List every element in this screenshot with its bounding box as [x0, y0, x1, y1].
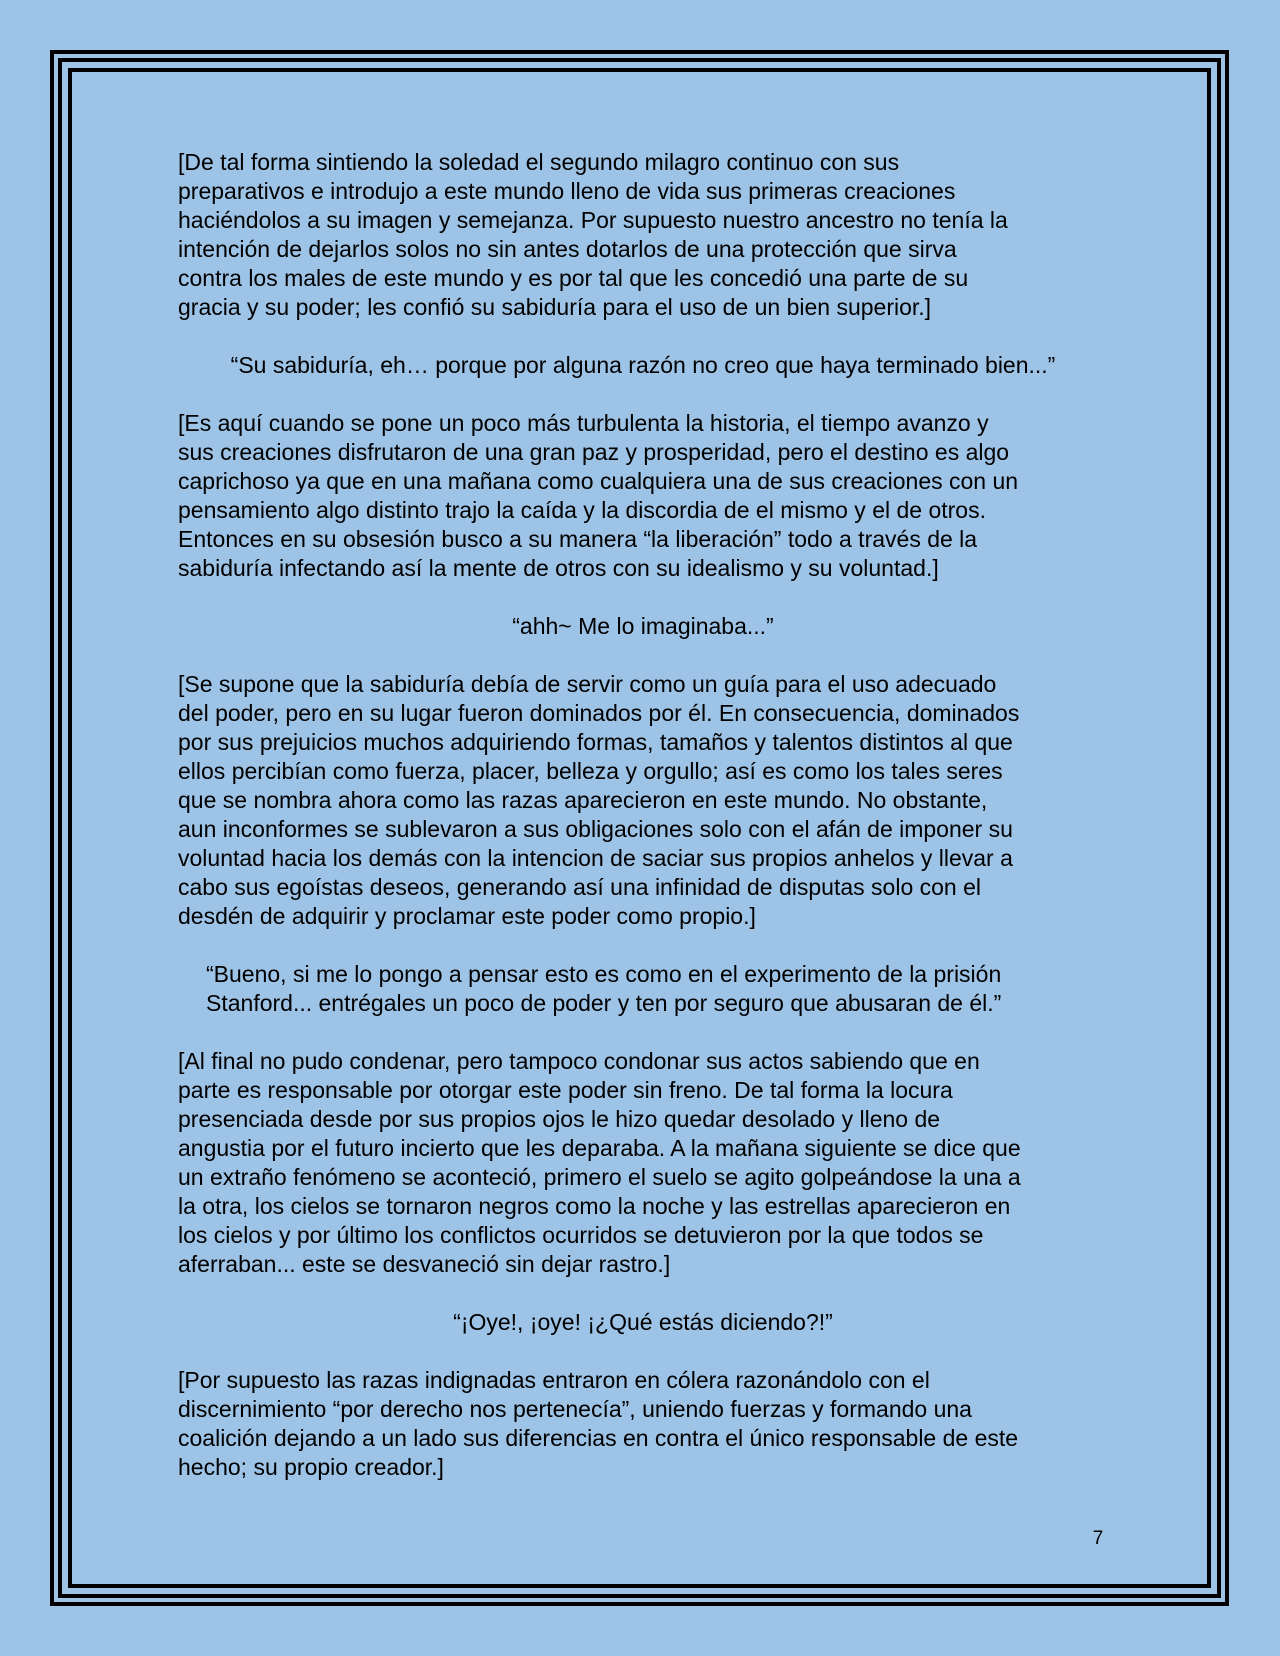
narration-paragraph: [Al final no pudo condenar, pero tampoco condonar sus actos sabiendo que en parte es responsable por otorgar este poder sin freno. De tal forma la locura presenciada desde por sus propios ojos le hizo quedar desolado y lleno de angustia por el futuro incierto que les deparaba. A la mañana siguiente se dice que un extraño fenómeno se aconteció, primero el suelo se agito golpeándose la una a la otra, los cielos se tornaron negros como la noche y las estrellas aparecieron en los cielos y por último los conflictos ocurridos se detuvieron por la que todos se aferraban... este se desvaneció sin dejar rastro.]: [178, 1048, 1021, 1277]
page-body: [178, 148, 1108, 1511]
dialogue-line: “ahh~ Me lo imaginaba...”: [512, 613, 774, 639]
page-number: 7: [1092, 1528, 1104, 1549]
dialogue-line: “¡Oye!, ¡oye! ¡¿Qué estás diciendo?!”: [453, 1309, 833, 1335]
narration-paragraph: [Es aquí cuando se pone un poco más turbulenta la historia, el tiempo avanzo y sus creaciones disfrutaron de una gran paz y prosperidad, pero el destino es algo caprichoso ya que en una mañana como cualquiera una de sus creaciones con un pensamiento algo distinto trajo la caída y la discordia de el mismo y el de otros. Entonces en su obsesión busco a su manera “la liberación” todo a través de la sabiduría infectando así la mente de otros con su idealismo y su voluntad.]: [178, 410, 1019, 581]
narration-paragraph: [Por supuesto las razas indignadas entraron en cólera razonándolo con el discernimiento “por derecho nos pertenecía”, uniendo fuerzas y formando una coalición dejando a un lado sus diferencias en contra el único responsable de este hecho; su propio creador.]: [178, 1367, 1019, 1480]
dialogue-line: “Su sabiduría, eh… porque por alguna razón no creo que haya terminado bien...”: [230, 352, 1056, 378]
narration-paragraph: [Se supone que la sabiduría debía de servir como un guía para el uso adecuado del poder, pero en su lugar fueron dominados por él. En consecuencia, dominados por sus prejuicios muchos adquiriendo formas, tamaños y talentos distintos al que ellos percibían como fuerza, placer, belleza y orgullo; así es como los tales seres que se nombra ahora como las razas aparecieron en este mundo. No obstante, aun inconformes se sublevaron a sus obligaciones solo con el afán de imponer su voluntad hacia los demás con la intencion de saciar sus propios anhelos y llevar a cabo sus egoístas deseos, generando así una infinidad de disputas solo con el desdén de adquirir y proclamar este poder como propio.]: [178, 671, 1020, 929]
narration-paragraph: [De tal forma sintiendo la soledad el segundo milagro continuo con sus preparativos e introdujo a este mundo lleno de vida sus primeras creaciones haciéndolos a su imagen y semejanza. Por supuesto nuestro ancestro no tenía la intención de dejarlos solos no sin antes dotarlos de una protección que sirva contra los males de este mundo y es por tal que les concedió una parte de su gracia y su poder; les confió su sabiduría para el uso de un bien superior.]: [178, 149, 1008, 320]
dialogue-line: “Bueno, si me lo pongo a pensar esto es como en el experimento de la prisión Stanford... entrégales un poco de poder y ten por seguro que abusaran de él.”: [206, 961, 1002, 1016]
